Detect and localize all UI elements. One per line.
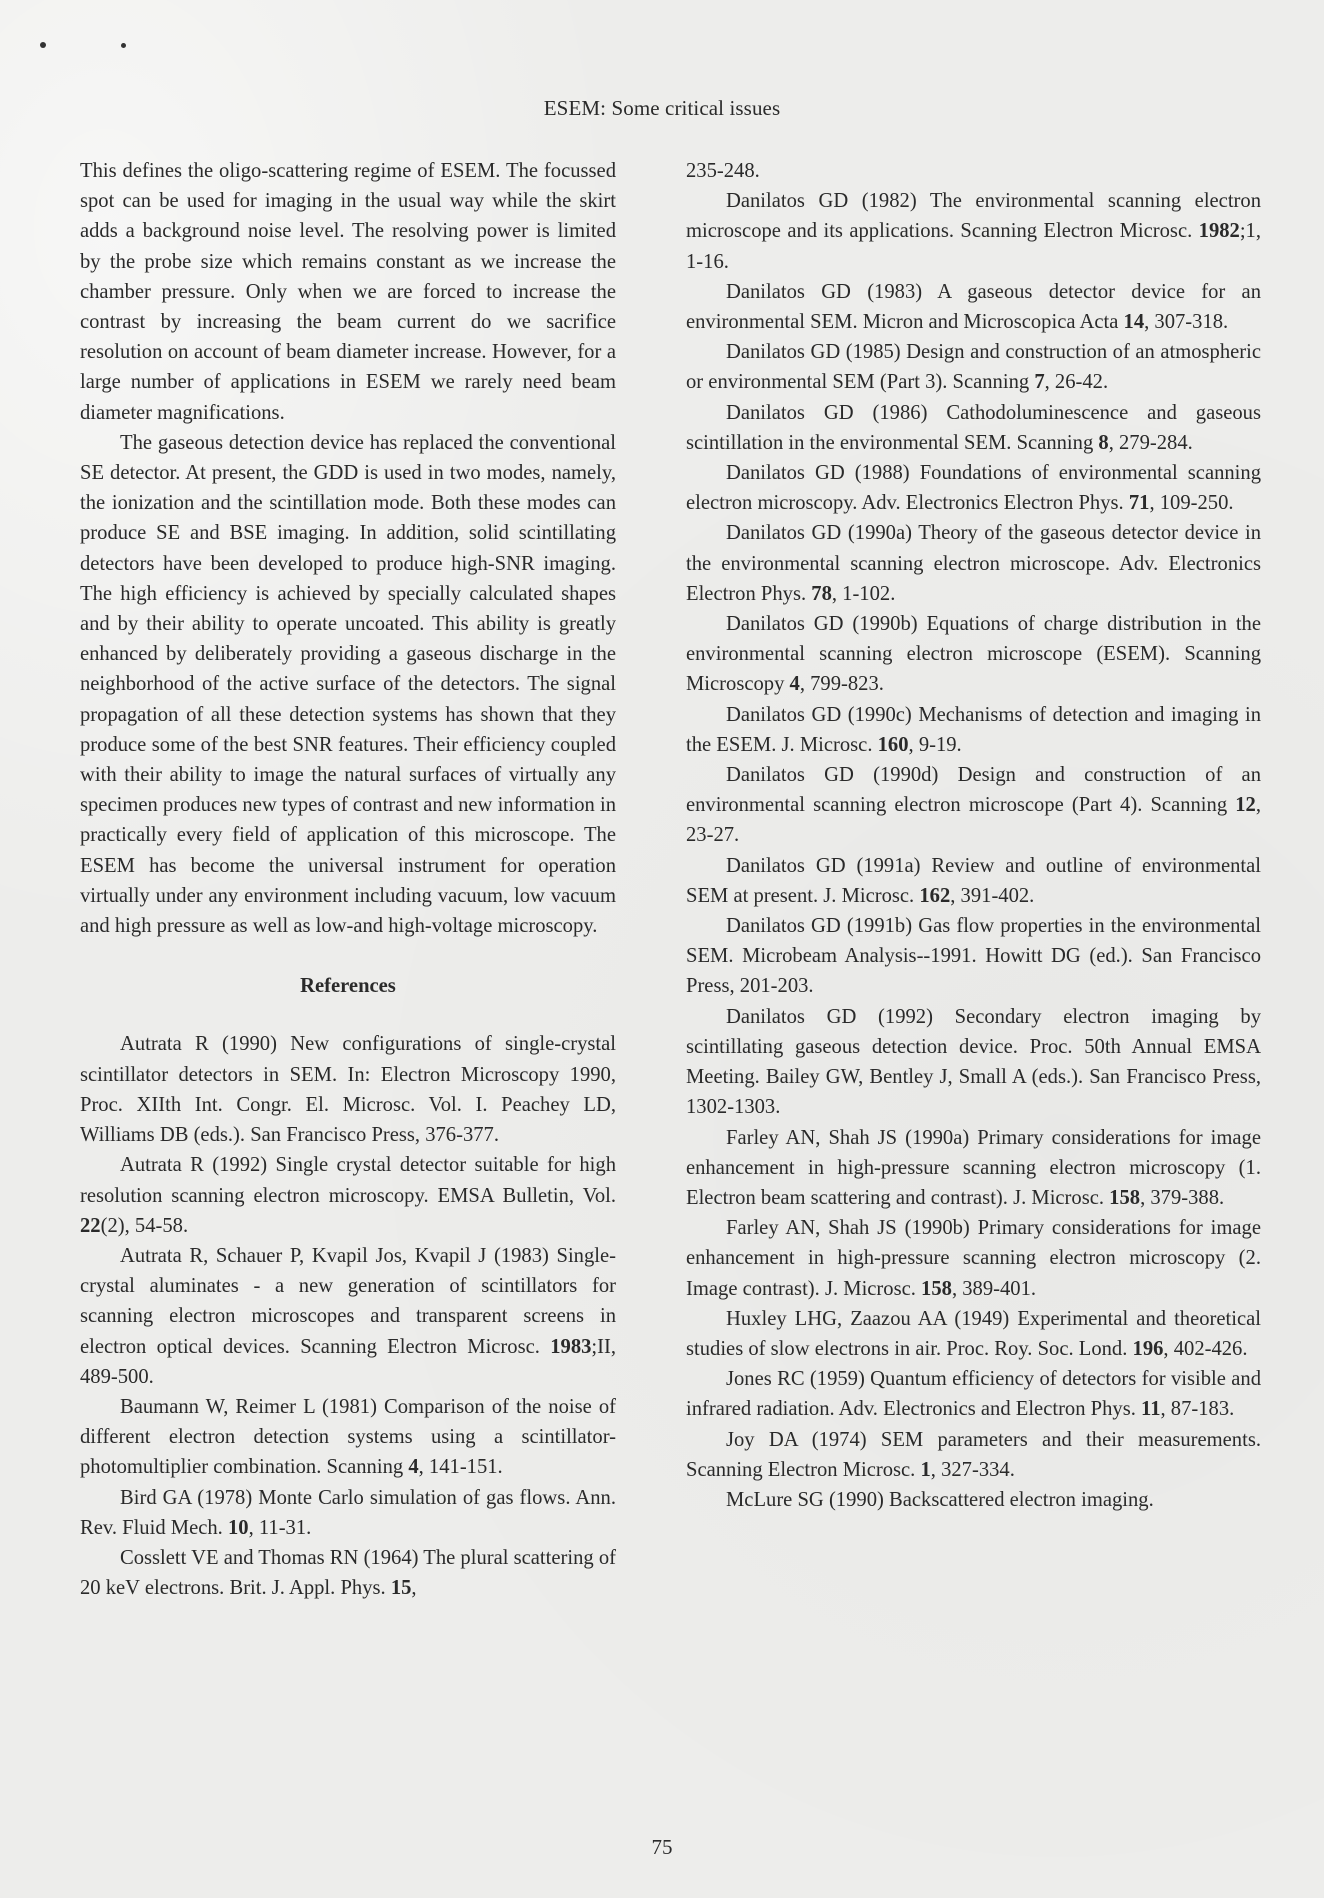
reference-item: Danilatos GD (1992) Secondary electron imaging by scintillating gaseous detection device. Proc. 50th Annual EMSA Meeting. Bailey GW, Bentley J, Small A (eds.). San Francisco Press, 1302-1303. xyxy=(686,1005,1261,1119)
page-number: 75 xyxy=(651,1835,673,1859)
reference-item: Baumann W, Reimer L (1981) Comparison of the noise of different electron detection systems using a scintillator-photomultiplier combination. Scanning 4, 141-151. xyxy=(80,1395,616,1479)
reference-item: Jones RC (1959) Quantum efficiency of detectors for visible and infrared radiation. Adv. Electronics and Electron Phys. 11, 87-183. xyxy=(686,1368,1261,1421)
references-heading: References xyxy=(300,975,396,998)
reference-item: McLure SG (1990) Backscattered electron imaging. xyxy=(726,1488,1154,1511)
reference-item: Autrata R (1990) New configurations of single-crystal scintillator detectors in SEM. In: Electron Microscopy 1990, Proc. XIIth Int. Congr. El. Microsc. Vol. I. Peachey LD, Williams DB (eds.). San Francisco Press, 376-377. xyxy=(80,1033,616,1147)
reference-item: Danilatos GD (1991a) Review and outline of environmental SEM at present. J. Microsc. 162, 391-402. xyxy=(686,854,1261,907)
reference-item: Autrata R (1992) Single crystal detector suitable for high resolution scanning electron microscopy. EMSA Bulletin, Vol. 22(2), 54-58. xyxy=(80,1154,616,1237)
reference-item: Danilatos GD (1982) The environmental scanning electron microscope and its applications. Scanning Electron Microsc. 1982;1, 1-16. xyxy=(686,190,1261,273)
reference-item: Farley AN, Shah JS (1990a) Primary considerations for image enhancement in high-pressure scanning electron microscopy (1. Electron beam scattering and contrast). J. Microsc. 158, 379-388. xyxy=(686,1126,1261,1209)
reference-item: Danilatos GD (1983) A gaseous detector device for an environmental SEM. Micron and Microscopica Acta 14, 307-318. xyxy=(686,280,1261,334)
reference-continuation: 235-248. xyxy=(686,160,760,182)
reference-item: Danilatos GD (1986) Cathodoluminescence and gaseous scintillation in the environmental SEM. Scanning 8, 279-284. xyxy=(686,401,1261,454)
reference-item: Farley AN, Shah JS (1990b) Primary considerations for image enhancement in high-pressure scanning electron microscopy (2. Image contrast). J. Microsc. 158, 389-401. xyxy=(686,1217,1261,1300)
reference-item: Danilatos GD (1990b) Equations of charge distribution in the environmental scanning electron microscope (ESEM). Scanning Microscopy 4, 799-823. xyxy=(686,613,1261,696)
reference-item: Joy DA (1974) SEM parameters and their measurements. Scanning Electron Microsc. 1, 327-334. xyxy=(686,1428,1261,1481)
punch-hole-mark-right xyxy=(121,43,126,48)
reference-item: Cosslett VE and Thomas RN (1964) The plural scattering of 20 keV electrons. Brit. J. Appl. Phys. 15, xyxy=(80,1546,616,1600)
running-title: ESEM: Some critical issues xyxy=(543,96,781,120)
punch-hole-mark-left xyxy=(40,42,46,48)
reference-item: Danilatos GD (1988) Foundations of environmental scanning electron microscopy. Adv. Electronics Electron Phys. 71, 109-250. xyxy=(686,462,1261,515)
reference-item: Danilatos GD (1991b) Gas flow properties in the environmental SEM. Microbeam Analysis--1991. Howitt DG (ed.). San Francisco Press, 201-203. xyxy=(686,915,1261,998)
reference-item: Danilatos GD (1990c) Mechanisms of detection and imaging in the ESEM. J. Microsc. 160, 9-19. xyxy=(686,703,1261,756)
reference-item: Autrata R, Schauer P, Kvapil Jos, Kvapil J (1983) Single-crystal aluminates - a new generation of scintillators for scanning electron microscopes and transparent screens in electron optical devices. Scanning Electron Microsc. 1983;II, 489-500. xyxy=(80,1244,616,1388)
body-paragraph-1: This defines the oligo-scattering regime of ESEM. The focussed spot can be used for imaging in the usual way while the skirt adds a background noise level. The resolving power is limited by the probe size which remains constant as we increase the chamber pressure. Only when we are forced to increase the contrast by increasing the beam current do we sacrifice resolution on account of beam diameter increase. However, for a large number of applications in ESEM we rarely need beam diameter magnifications. xyxy=(80,160,616,424)
reference-item: Huxley LHG, Zaazou AA (1949) Experimental and theoretical studies of slow electrons in air. Proc. Roy. Soc. Lond. 196, 402-426. xyxy=(686,1307,1261,1360)
reference-item: Danilatos GD (1990a) Theory of the gaseous detector device in the environmental scanning electron microscope. Adv. Electronics Electron Phys. 78, 1-102. xyxy=(686,522,1261,605)
reference-item: Bird GA (1978) Monte Carlo simulation of gas flows. Ann. Rev. Fluid Mech. 10, 11-31. xyxy=(80,1486,616,1539)
reference-item: Danilatos GD (1985) Design and construction of an atmospheric or environmental SEM (Part 3). Scanning 7, 26-42. xyxy=(686,341,1261,394)
right-column xyxy=(686,156,1261,1515)
reference-item: Danilatos GD (1990d) Design and construction of an environmental scanning electron microscope (Part 4). Scanning 12, 23-27. xyxy=(686,764,1261,847)
left-column xyxy=(80,156,616,1603)
body-paragraph-2: The gaseous detection device has replaced the conventional SE detector. At present, the GDD is used in two modes, namely, the ionization and the scintillation mode. Both these modes can produce SE and BSE imaging. In addition, solid scintillating detectors have been developed to produce high-SNR imaging. The high efficiency is achieved by specially calculated shapes and by their ability to operate uncoated. This ability is greatly enhanced by deliberately providing a gaseous discharge in the neighborhood of the active surface of the detectors. The signal propagation of all these detection systems has shown that they produce some of the best SNR features. Their efficiency coupled with their ability to image the natural surfaces of virtually any specimen produces new types of contrast and new information in practically every field of application of this microscope. The ESEM has become the universal instrument for operation virtually under any environment including vacuum, low vacuum and high pressure as well as low-and high-voltage microscopy. xyxy=(80,431,616,938)
